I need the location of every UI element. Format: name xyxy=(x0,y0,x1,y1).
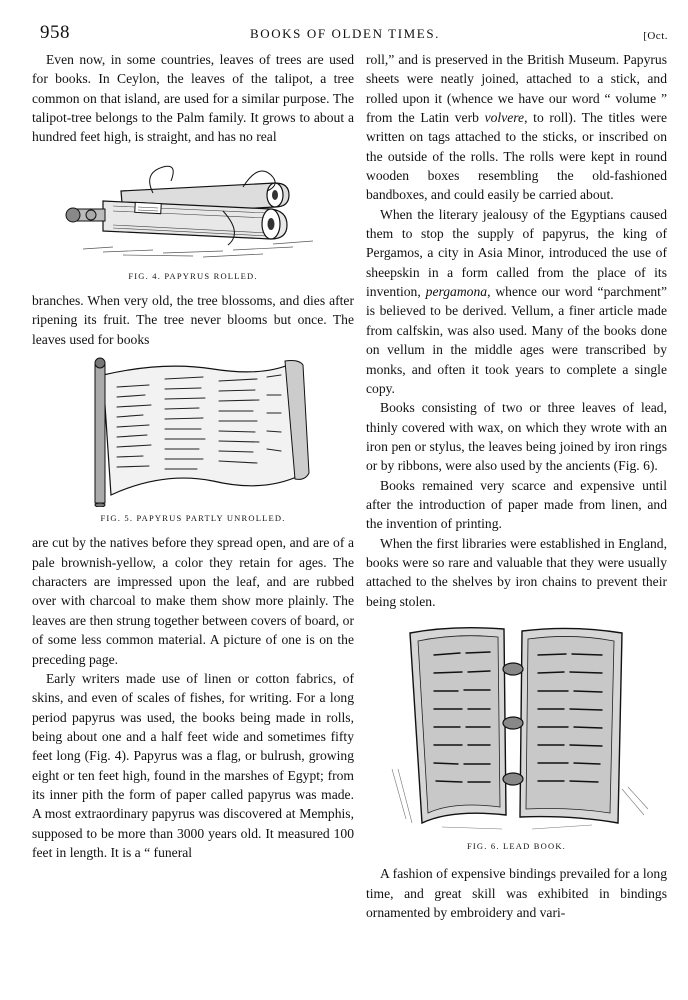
paragraph-scarce-books: Books remained very scarce and expensive until after the introduction of paper made from linen, and the invention of printing. xyxy=(366,477,667,532)
figure-lead-book xyxy=(366,619,667,856)
papyrus-unrolled-illustration xyxy=(73,355,313,507)
paragraph-talipot: Even now, in some countries, leaves of trees are used for books. In Ceylon, the leaves of the talipot, a tree common on that island, are used for a similar purpose. The talipot-tree belongs to the Palm family. It grows to about a hundred feet high, is straight, and has no real xyxy=(32,52,354,145)
paragraph-bindings: A fashion of expensive bindings prevailed for a long time, and great skill was exhibited in bindings ornamented by embroidery and vari- xyxy=(366,866,667,920)
page-number: 958 xyxy=(40,22,70,43)
figure-5-caption: FIG. 5. PAPYRUS PARTLY UNROLLED. xyxy=(100,513,286,524)
paragraph-early-writers: Early writers made use of linen or cotton fabrics, of skins, and even of scales of fishes, for writing. For a long period papyrus was used, the books being made in rolls, being about one and a half feet wide and sometimes fifty feet long (Fig. 4). Papyrus was a flag, or bulrush, growing eight or ten feet high, found in the marshes of Egypt; from its inner pith the form of paper called papyrus was made. A most extraordinary papyrus was discovered at Memphis, supposed to be more than 3000 years old. It measured 100 feet in length. It is a “ funeral xyxy=(32,670,354,860)
text-span: When the literary jealousy of the Egyptians caused them to stop the supply of papyrus, the king of Pergamos, a city in Asia Minor, introduced the use of sheepskin in a form called from the place of its invention, xyxy=(366,206,667,300)
lead-book-illustration xyxy=(382,619,652,835)
right-column xyxy=(354,50,667,922)
figure-6-caption: FIG. 6. LEAD BOOK. xyxy=(466,840,567,851)
paragraph-talipot-continued: branches. When very old, the tree blossoms, and dies after ripening its fruit. The tree never blooms but once. The leaves used for books xyxy=(32,293,354,347)
paragraph-pergamos xyxy=(366,205,667,398)
paragraph-funeral-roll xyxy=(366,50,667,205)
text-span: , whence our word “parchment” is believed to be derived. Vellum, a finer article made from calfskin, was also used. Many of the books done on vellum in the middle ages were transcribed by monks, and often it took years to complete a single copy. xyxy=(366,284,667,396)
paragraph-libraries: When the first libraries were established in England, books were so rare and valuable that they were usually attached to the shelves by iron chains to prevent their being stolen. xyxy=(366,535,667,609)
latin-word: pergamona xyxy=(425,284,488,300)
figure-4-caption: FIG. 4. PAPYRUS ROLLED. xyxy=(128,270,258,281)
month-label: [Oct. xyxy=(643,30,668,42)
running-header xyxy=(40,22,668,46)
latin-word: volvere xyxy=(484,110,525,126)
running-title: BOOKS OF OLDEN TIMES. xyxy=(249,26,441,41)
left-column xyxy=(32,50,354,862)
paragraph-talipot-end: are cut by the natives before they spread open, and are of a pale brownish-yellow, a color they retain for ages. The characters are impressed upon the leaf, and are rubbed over with charcoal to make them show more plainly. The leaves are then strung together between covers of board, or of some less common material. A picture of one is on the preceding page. xyxy=(32,535,354,667)
figure-papyrus-rolled xyxy=(32,153,354,286)
text-span: , to roll). The titles were written on tags attached to the sticks, or inscribed on the outside of the rolls. The rolls were kept in round wooden boxes resembling the old-fashioned bandboxes, and could easily be carried about. xyxy=(366,110,667,203)
papyrus-rolled-illustration xyxy=(43,153,343,265)
figure-papyrus-unrolled xyxy=(32,355,354,528)
text-span: roll,” and is preserved in the British Museum. Papyrus sheets were neatly joined, attached to a stick, and rolled upon it (whence we have our word “ volume ” from the Latin verb xyxy=(366,52,667,126)
paragraph-lead-books: Books consisting of two or three leaves of lead, thinly covered with wax, on which they wrote with an iron pen or stylus, the leaves being joined by iron rings or by ribbons, were also used by the ancients (Fig. 6). xyxy=(366,400,667,474)
